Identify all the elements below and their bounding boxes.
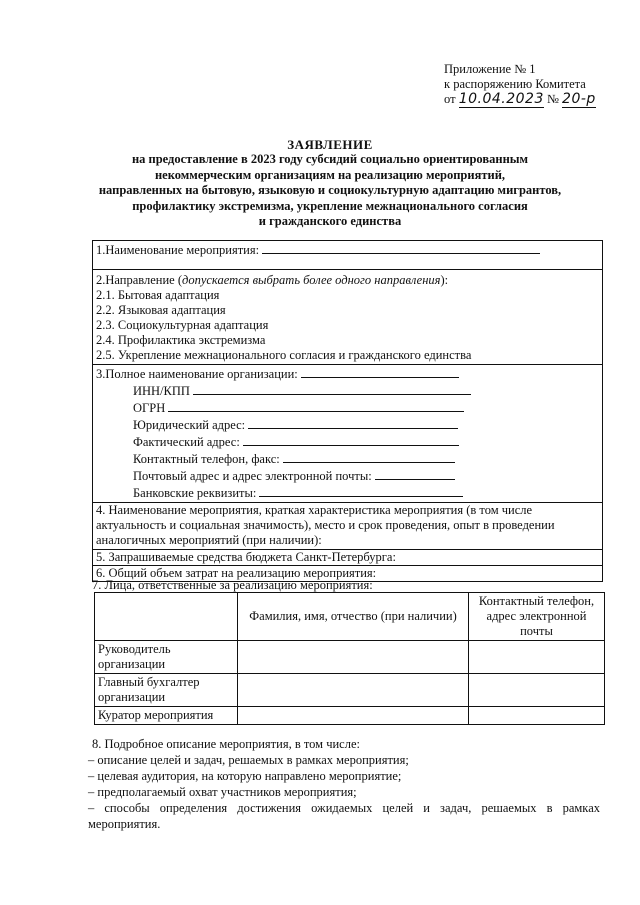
section-8 (88, 736, 600, 832)
table-row (95, 674, 605, 707)
direction-option[interactable]: 2.5. Укрепление межнационального согласия и гражданского единства (96, 348, 472, 362)
legal-address-field[interactable] (248, 416, 458, 429)
role-cell: Куратор мероприятия (95, 707, 238, 725)
phone-fax-field[interactable] (283, 450, 455, 463)
appendix-line-1: Приложение № 1 (444, 62, 536, 76)
ogrn-label: ОГРН (133, 401, 166, 415)
header-cell-contacts: Контактный телефон, адрес электронной почты (469, 593, 605, 641)
title-line: некоммерческим организациям на реализацию мероприятий, (154, 167, 506, 182)
fio-input-cell[interactable] (238, 707, 469, 725)
form-row-2 (93, 270, 603, 365)
title-line: профилактику экстремизма, укрепление межнационального согласия (132, 198, 528, 213)
requested-funds-cell[interactable]: 5. Запрашиваемые средства бюджета Санкт-Петербурга: (93, 550, 603, 566)
application-form-table (92, 240, 603, 582)
list-item: – описание целей и задач, решаемых в рамках мероприятия; (88, 753, 409, 767)
title-line: направленных на бытовую, языковую и социокультурную адаптацию мигрантов, (98, 183, 562, 198)
contacts-input-cell[interactable] (469, 674, 605, 707)
header-cell-fio: Фамилия, имя, отчество (при наличии) (238, 593, 469, 641)
ogrn-field[interactable] (168, 399, 464, 412)
appendix-line-2: к распоряжению Комитета (444, 77, 586, 91)
event-name-field[interactable] (262, 241, 540, 254)
actual-address-field[interactable] (243, 433, 459, 446)
title-line: и гражданского единства (258, 214, 402, 229)
header-cell-empty (95, 593, 238, 641)
postal-email-field[interactable] (375, 467, 455, 480)
role-cell: Главный бухгалтер организации (95, 674, 238, 707)
direction-option[interactable]: 2.2. Языковая адаптация (96, 303, 226, 317)
form-row-5 (93, 550, 603, 566)
list-item: – предполагаемый охват участников мероприятия; (88, 785, 357, 799)
org-name-label: 3.Полное наименование организации: (96, 367, 298, 381)
responsible-persons-table (94, 592, 605, 725)
bank-details-field[interactable] (259, 484, 463, 497)
postal-email-label: Почтовый адрес и адрес электронной почты: (133, 469, 372, 483)
handwritten-date: 10.04.2023 (458, 91, 544, 107)
inn-kpp-field[interactable] (193, 382, 471, 395)
table-row (95, 641, 605, 674)
section-7-title: 7. Лица, ответственные за реализацию мероприятия: (92, 578, 373, 592)
title-line: на предоставление в 2023 году субсидий социально ориентированным (131, 152, 529, 167)
role-cell: Руководитель организации (95, 641, 238, 674)
direction-option[interactable]: 2.3. Социокультурная адаптация (96, 318, 269, 332)
fio-input-cell[interactable] (238, 641, 469, 674)
contacts-input-cell[interactable] (469, 707, 605, 725)
event-description-cell[interactable]: 4. Наименование мероприятия, краткая характеристика мероприятия (в том числе актуальность и социальная значимость), место и срок проведения, опыт в проведении аналогичных мероприятий (при наличии): (93, 503, 603, 550)
handwritten-number: 20-р (562, 91, 596, 107)
org-name-field[interactable] (301, 365, 459, 378)
inn-kpp-label: ИНН/КПП (133, 384, 190, 398)
direction-option[interactable]: 2.1. Бытовая адаптация (96, 288, 220, 302)
actual-address-label: Фактический адрес: (133, 435, 240, 449)
bank-details-label: Банковские реквизиты: (133, 486, 257, 500)
document-title (60, 137, 600, 229)
table-row (95, 707, 605, 725)
legal-address-label: Юридический адрес: (133, 418, 246, 432)
form-row-1 (93, 241, 603, 270)
fio-input-cell[interactable] (238, 674, 469, 707)
section-8-title: 8. Подробное описание мероприятия, в том числе: (92, 737, 360, 751)
event-name-label: 1.Наименование мероприятия: (96, 243, 260, 257)
direction-label: 2.Направление (допускается выбрать более одного направления): (96, 273, 449, 287)
form-row-3 (93, 365, 603, 503)
total-costs-cell[interactable]: 6. Общий объем затрат на реализацию мероприятия: (93, 566, 603, 582)
direction-option[interactable]: 2.4. Профилактика экстремизма (96, 333, 266, 347)
list-item: – способы определения достижения ожидаемых целей и задач, решаемых в рамках мероприятия. (88, 801, 600, 831)
appendix-line-3: от 10.04.2023 № 20-р (444, 91, 596, 107)
contacts-input-cell[interactable] (469, 641, 605, 674)
list-item: – целевая аудитория, на которую направлено мероприятие; (88, 769, 402, 783)
phone-fax-label: Контактный телефон, факс: (133, 452, 280, 466)
title-main: ЗАЯВЛЕНИЕ (287, 137, 373, 152)
form-row-4 (93, 503, 603, 550)
appendix-block (444, 62, 596, 108)
table-header-row (95, 593, 605, 641)
